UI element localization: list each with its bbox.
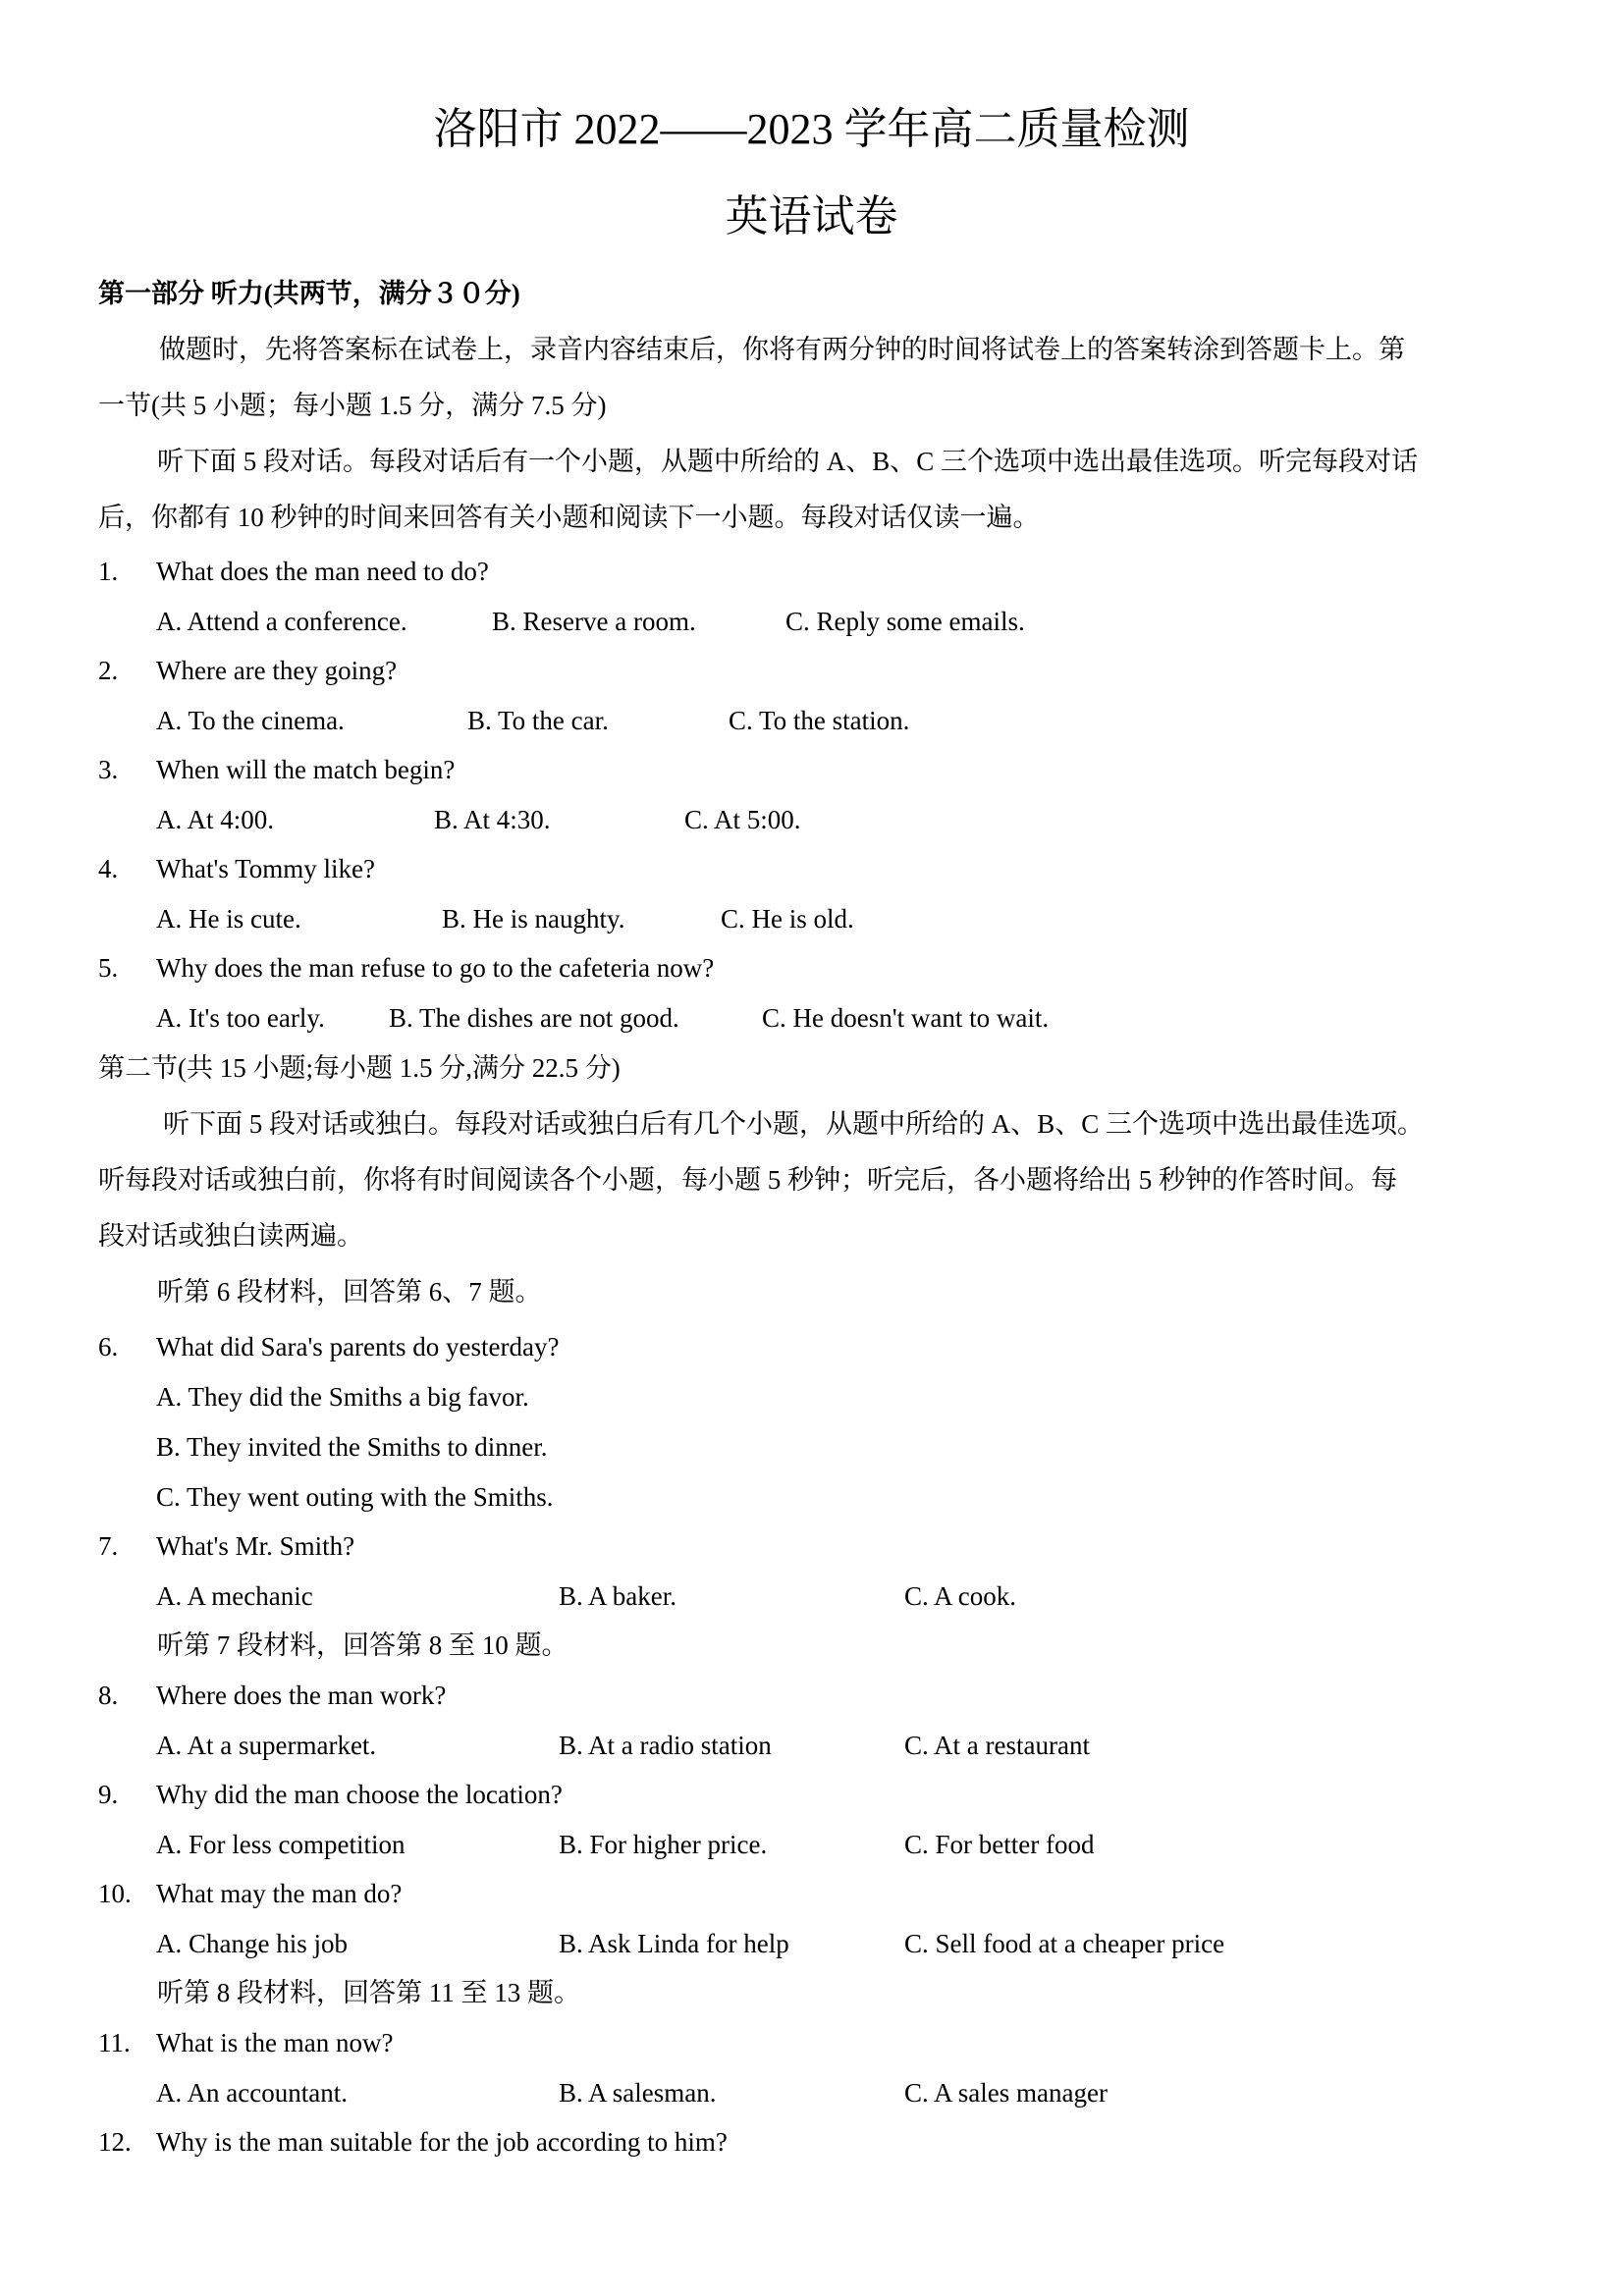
part1-instr-line1: 听下面 5 段对话。每段对话后有一个小题，从题中所给的 A、B、C 三个选项中选出最佳选项。听完每段对话	[157, 447, 1419, 476]
option-c: C. They went outing with the Smiths.	[156, 1482, 554, 1512]
question-text: What's Tommy like?	[156, 854, 375, 883]
material-6-note: 听第 6 段材料，回答第 6、7 题。	[157, 1277, 542, 1307]
question-number: 8.	[98, 1681, 119, 1710]
section2-instr-line3: 段对话或独白读两遍。	[98, 1221, 363, 1251]
material-7-note: 听第 7 段材料，回答第 8 至 10 题。	[157, 1630, 568, 1660]
option-c: C. At a restaurant	[904, 1731, 1090, 1760]
question-number: 6.	[98, 1332, 119, 1362]
option-b: B. For higher price.	[559, 1830, 768, 1859]
part1-intro-line1: 做题时，先将答案标在试卷上，录音内容结束后，你将有两分钟的时间将试卷上的答案转涂到答题卡上。第	[159, 335, 1405, 364]
option-c: C. A sales manager	[904, 2078, 1108, 2108]
question-text: What is the man now?	[156, 2028, 394, 2057]
option-c: C. For better food	[904, 1830, 1095, 1859]
option-b: B. Reserve a room.	[492, 607, 696, 636]
option-b: B. The dishes are not good.	[389, 1003, 679, 1033]
option-c: C. He doesn't want to wait.	[762, 1003, 1050, 1033]
option-b: B. At 4:30.	[434, 805, 551, 834]
option-a: A. To the cinema.	[156, 706, 345, 735]
question-number: 5.	[98, 953, 119, 983]
section2-heading: 第二节(共 15 小题;每小题 1.5 分,满分 22.5 分)	[98, 1053, 621, 1083]
question-number: 4.	[98, 854, 119, 883]
option-a: A. They did the Smiths a big favor.	[156, 1382, 529, 1412]
option-a: A. For less competition	[156, 1830, 406, 1859]
question-number: 10.	[98, 1879, 132, 1908]
option-a: A. He is cute.	[156, 904, 301, 934]
part1-instr-line2: 后，你都有 10 秒钟的时间来回答有关小题和阅读下一小题。每段对话仅读一遍。	[98, 503, 1040, 532]
question-text: What does the man need to do?	[156, 557, 489, 586]
question-number: 9.	[98, 1780, 119, 1809]
section2-instr-line2: 听每段对话或独白前，你将有时间阅读各个小题，每小题 5 秒钟；听完后，各小题将给出 5 秒钟的作答时间。每	[98, 1165, 1397, 1195]
option-c: C. A cook.	[904, 1581, 1017, 1611]
question-text: Why does the man refuse to go to the cafeteria now?	[156, 953, 715, 983]
option-c: C. To the station.	[729, 706, 910, 735]
option-c: C. He is old.	[721, 904, 854, 934]
question-text: Why did the man choose the location?	[156, 1780, 563, 1809]
question-text: What did Sara's parents do yesterday?	[156, 1332, 560, 1362]
option-c: C. Reply some emails.	[785, 607, 1025, 636]
question-text: Where are they going?	[156, 656, 398, 685]
part1-heading: 第一部分 听力(共两节，满分３０分)	[98, 279, 520, 308]
question-text: Where does the man work?	[156, 1681, 447, 1710]
option-a: A. It's too early.	[156, 1003, 325, 1033]
option-a: A. Attend a conference.	[156, 607, 407, 636]
question-text: What's Mr. Smith?	[156, 1531, 355, 1561]
option-a: A. A mechanic	[156, 1581, 313, 1611]
option-b: B. They invited the Smiths to dinner.	[156, 1432, 548, 1462]
question-text: Why is the man suitable for the job according to him?	[156, 2127, 728, 2157]
option-c: C. At 5:00.	[684, 805, 801, 834]
material-8-note: 听第 8 段材料，回答第 11 至 13 题。	[157, 1978, 580, 2007]
option-b: B. He is naughty.	[442, 904, 625, 934]
option-b: B. A baker.	[559, 1581, 676, 1611]
option-a: A. At 4:00.	[156, 805, 275, 834]
question-text: When will the match begin?	[156, 755, 456, 784]
option-a: A. At a supermarket.	[156, 1731, 377, 1760]
section2-instr-line1: 听下面 5 段对话或独白。每段对话或独白后有几个小题，从题中所给的 A、B、C 三个选项中选出最佳选项。	[163, 1109, 1425, 1139]
option-a: A. Change his job	[156, 1929, 348, 1958]
question-number: 11.	[98, 2028, 131, 2057]
option-c: C. Sell food at a cheaper price	[904, 1929, 1225, 1958]
part1-intro-line2: 一节(共 5 小题；每小题 1.5 分，满分 7.5 分)	[98, 391, 607, 420]
exam-title: 洛阳市 2022——2023 学年高二质量检测	[433, 105, 1190, 153]
question-number: 3.	[98, 755, 119, 784]
question-number: 2.	[98, 656, 119, 685]
option-b: B. At a radio station	[559, 1731, 772, 1760]
question-number: 12.	[98, 2127, 132, 2157]
option-b: B. Ask Linda for help	[559, 1929, 789, 1958]
question-text: What may the man do?	[156, 1879, 403, 1908]
option-a: A. An accountant.	[156, 2078, 348, 2108]
exam-subtitle: 英语试卷	[725, 192, 898, 240]
option-b: B. A salesman.	[559, 2078, 717, 2108]
question-number: 1.	[98, 557, 119, 586]
question-number: 7.	[98, 1531, 119, 1561]
option-b: B. To the car.	[467, 706, 609, 735]
